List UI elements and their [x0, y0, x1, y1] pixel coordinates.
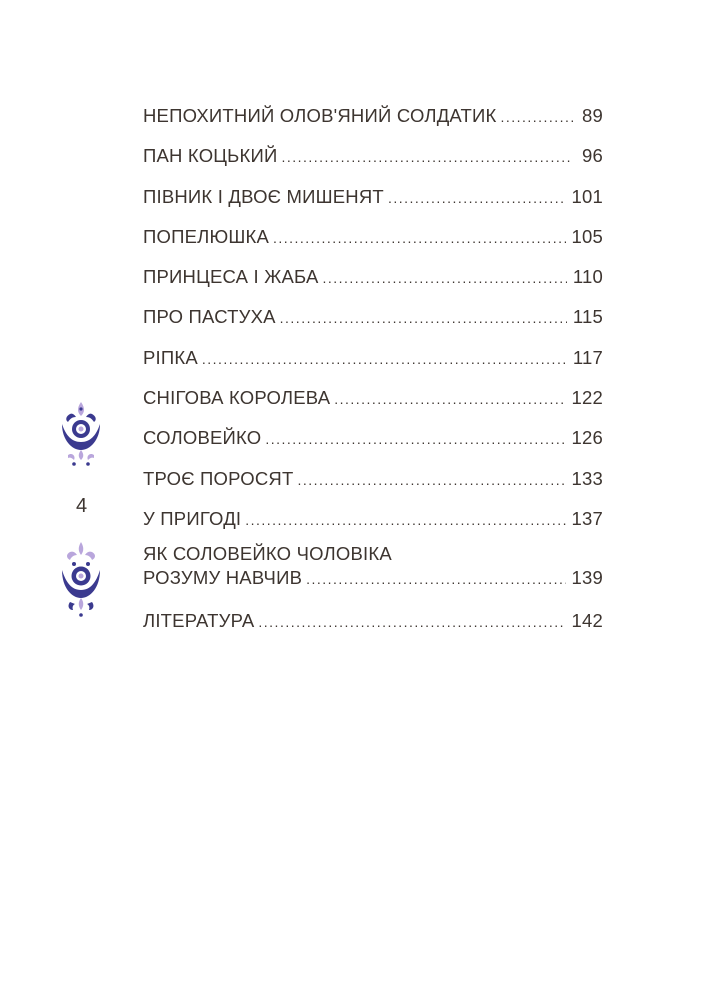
- dot-leader: [282, 137, 574, 177]
- toc-entry[interactable]: [143, 297, 603, 337]
- toc-entry[interactable]: [143, 217, 603, 257]
- toc-entry-title: ПОПЕЛЮШКА: [143, 225, 270, 247]
- toc-entry-page: 101: [571, 185, 603, 207]
- toc-entry[interactable]: [143, 338, 603, 378]
- toc-entry-page: 89: [582, 105, 603, 126]
- toc-entry-title: ПРО ПАСТУХА: [143, 306, 276, 328]
- toc-entry[interactable]: [143, 499, 603, 539]
- toc-entry-page: 133: [571, 467, 603, 489]
- toc-entry[interactable]: [143, 96, 603, 136]
- toc-entry-title: ТРОЄ ПОРОСЯТ: [143, 467, 294, 489]
- dot-leader: [202, 339, 567, 379]
- toc-entry-page: 110: [572, 266, 603, 288]
- toc-entry[interactable]: [143, 601, 603, 641]
- page-number: 4: [76, 495, 88, 517]
- toc-entry-page: 105: [571, 225, 603, 247]
- dot-leader: [323, 258, 567, 298]
- dot-leader: [306, 566, 565, 592]
- toc-entry-title-line1: ЯК СОЛОВЕЙКО ЧОЛОВІКА: [143, 543, 392, 565]
- dot-leader: [388, 178, 566, 218]
- toc-entry-title: ПРИНЦЕСА І ЖАБА: [143, 266, 319, 288]
- toc-entry[interactable]: [143, 136, 603, 176]
- dot-leader: [245, 500, 565, 540]
- toc-entry-page: 139: [571, 567, 603, 589]
- toc-entry[interactable]: [143, 418, 603, 458]
- toc-entry[interactable]: [143, 257, 603, 297]
- toc-entry[interactable]: [143, 459, 603, 499]
- toc-entry-title: СОЛОВЕЙКО: [143, 427, 262, 449]
- toc-entry-title: НЕПОХИТНИЙ ОЛОВ'ЯНИЙ СОЛДАТИК: [143, 105, 497, 126]
- toc-entry-page: 96: [582, 145, 603, 167]
- table-of-contents: [143, 96, 603, 642]
- toc-entry-title: У ПРИГОДІ: [143, 507, 242, 529]
- dot-leader: [298, 460, 566, 500]
- toc-entry[interactable]: [143, 177, 603, 217]
- toc-entry-title: СНІГОВА КОРОЛЕВА: [143, 387, 331, 409]
- toc-entry-page: 126: [571, 427, 603, 449]
- toc-entry-page: 137: [571, 507, 603, 529]
- toc-entry-title: РОЗУМУ НАВЧИВ: [143, 567, 303, 589]
- toc-entry-page: 115: [572, 306, 603, 328]
- toc-entry-page: 117: [572, 346, 603, 368]
- toc-entry-title: ЛІТЕРАТУРА: [143, 610, 255, 632]
- folk-moon-ornament-icon: [50, 400, 112, 470]
- dot-leader: [265, 419, 565, 459]
- dot-leader: [280, 298, 567, 338]
- dot-leader: [258, 602, 565, 642]
- toc-entry-page: 142: [571, 610, 603, 632]
- toc-entry-title: ПАН КОЦЬКИЙ: [143, 145, 278, 167]
- dot-leader: [273, 218, 566, 258]
- toc-entry-title: ПІВНИК І ДВОЄ МИШЕНЯТ: [143, 185, 384, 207]
- toc-entry-page: 122: [571, 387, 603, 409]
- toc-entry[interactable]: [143, 378, 603, 418]
- dot-leader: [501, 97, 574, 137]
- toc-entry-title: РІПКА: [143, 346, 198, 368]
- folk-moon-ornament-icon: [50, 540, 112, 620]
- toc-entry[interactable]: [143, 543, 603, 591]
- dot-leader: [334, 379, 565, 419]
